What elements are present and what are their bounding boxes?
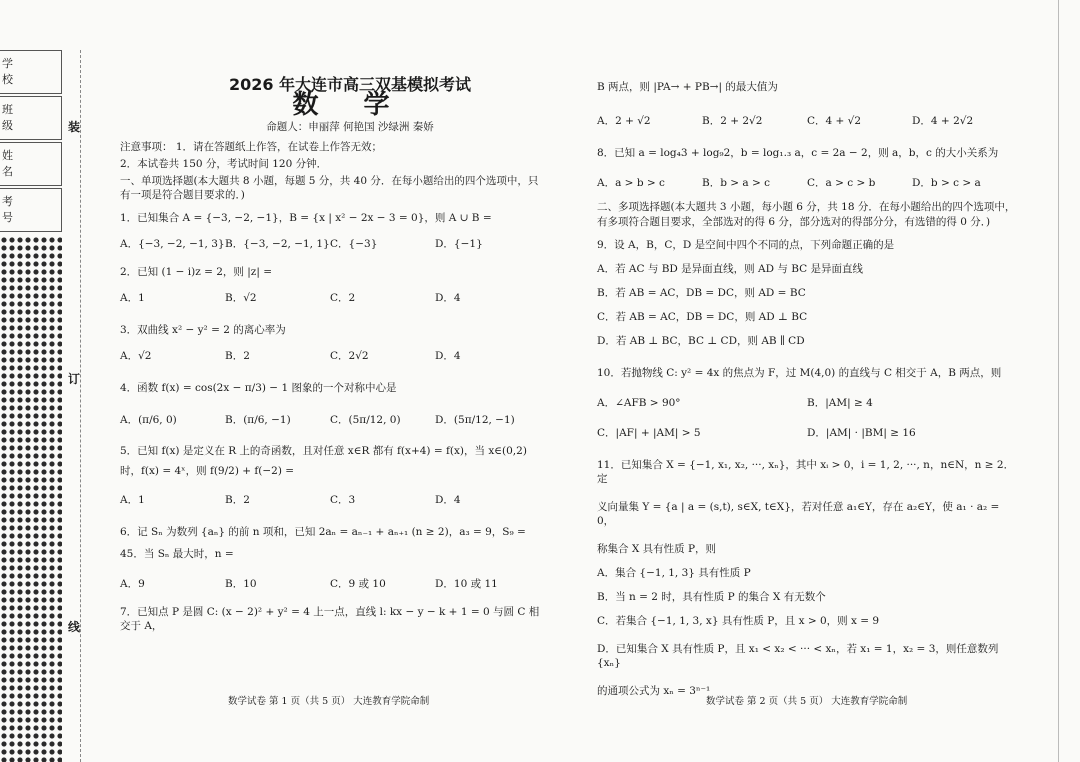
- question-9-option-a: A．若 AC 与 BD 是异面直线，则 AD 与 BC 是异面直线: [597, 263, 863, 275]
- option: D．4 + 2√2: [912, 115, 974, 127]
- info-box-id: [0, 188, 62, 232]
- question-5: 5．已知 f(x) 是定义在 R 上的奇函数，且对任意 x∈R 都有 f(x+4) = f(x)，当 x∈(0,2) 时，f(x) = 4ˣ，则 f(9/2) + f(−2) =: [120, 445, 527, 477]
- notice-2: 2．本试卷共 150 分，考试时间 120 分钟．: [120, 158, 328, 170]
- question-1-options: [120, 237, 540, 251]
- question-2: 2．已知 (1 − i)z = 2，则 |z| =: [120, 266, 272, 278]
- question-3: 3．双曲线 x² − y² = 2 的离心率为: [120, 324, 286, 336]
- question-10-options-cd: [597, 426, 1017, 440]
- question-9-option-d: D．若 AB ⊥ BC，BC ⊥ CD，则 AB ∥ CD: [597, 335, 805, 347]
- question-9: 9．设 A，B，C，D 是空间中四个不同的点，下列命题正确的是: [597, 239, 895, 251]
- option: C．2√2: [330, 350, 369, 362]
- question-6-options: [120, 577, 540, 591]
- option: A．9: [120, 578, 145, 590]
- question-2-options: [120, 291, 540, 305]
- option: A．∠AFB > 90°: [597, 397, 681, 409]
- question-11-option-b: B．当 n = 2 时，具有性质 P 的集合 X 有无数个: [597, 591, 826, 603]
- option: A．1: [120, 494, 145, 506]
- question-11-line: 称集合 X 具有性质 P，则: [597, 543, 717, 555]
- binding-strip: [0, 50, 62, 762]
- question-3-options: [120, 349, 540, 363]
- binding-mark: 装: [68, 120, 81, 134]
- question-11-option-d: D．已知集合 X 具有性质 P，且 x₁ < x₂ < ··· < xₙ，若 x₁ = 1，x₂ = 3，则任意数列 {xₙ}: [597, 643, 999, 669]
- option: B．{−3, −2, −1, 1}: [225, 238, 330, 250]
- info-label: 考 号: [2, 195, 31, 224]
- question-8-options: [597, 176, 1017, 190]
- question-11-line: 11．已知集合 X = {−1, x₁, x₂, ···, xₙ}，其中 xᵢ > 0，i = 1, 2, ···, n，n∈N，n ≥ 2．定: [597, 459, 1015, 485]
- option: A．2 + √2: [597, 115, 651, 127]
- question-10-options-ab: [597, 396, 1017, 410]
- option: C．{−3}: [330, 238, 378, 250]
- option: B．|AM| ≥ 4: [807, 397, 873, 409]
- info-box-school: [0, 50, 62, 94]
- question-11-option-c: C．若集合 {−1, 1, 3, x} 具有性质 P，且 x > 0，则 x = 9: [597, 615, 880, 627]
- option: B．10: [225, 578, 257, 590]
- question-4-options: [120, 413, 540, 427]
- section-2-heading: 二、多项选择题(本大题共 3 小题，每小题 6 分，共 18 分．在每小题给出的四个选项中，有多项符合题目要求，全部选对的得 6 分，部分选对的得部分分，有选错的得 0 分．): [597, 201, 1016, 228]
- subject-title: 数 学: [292, 90, 408, 120]
- binding-mark: 订: [68, 372, 81, 386]
- question-9-option-c: C．若 AB = AC，DB = DC，则 AD ⊥ BC: [597, 311, 808, 323]
- info-label: 学 校: [2, 57, 31, 86]
- option: C．9 或 10: [330, 578, 386, 590]
- option: D．b > c > a: [912, 177, 981, 189]
- option: D．{−1}: [435, 238, 483, 250]
- question-7-continued: B 两点，则 |PA→ + PB→| 的最大值为: [597, 81, 778, 93]
- binding-line: [80, 50, 81, 762]
- page-2-column: [597, 74, 1017, 698]
- option: B．2 + 2√2: [702, 115, 763, 127]
- question-1: 1．已知集合 A = {−3, −2, −1}，B = {x | x² − 2x − 3 = 0}，则 A ∪ B =: [120, 212, 492, 224]
- question-10: 10．若抛物线 C: y² = 4x 的焦点为 F，过 M(4,0) 的直线与 C 相交于 A，B 两点，则: [597, 367, 1002, 379]
- question-11-line: 义向量集 Y = {a | a = (s,t), s∈X, t∈X}，若对任意 a₁∈Y，存在 a₂∈Y，使 a₁ · a₂ = 0，: [597, 501, 1000, 527]
- question-5-options: [120, 493, 540, 507]
- option: C．|AF| + |AM| > 5: [597, 427, 701, 439]
- info-box-name: [0, 142, 62, 186]
- question-11-line: 的通项公式为 xₙ = 3ⁿ⁻¹: [597, 685, 711, 697]
- exam-title: 2026 年大连市高三双基模拟考试: [228, 75, 472, 94]
- binding-mark: 线: [68, 620, 81, 634]
- info-box-class: [0, 96, 62, 140]
- info-label: 班 级: [2, 103, 31, 132]
- option: C．a > c > b: [807, 177, 876, 189]
- option: D．10 或 11: [435, 578, 498, 590]
- option: C．2: [330, 292, 356, 304]
- question-6: 6．记 Sₙ 为数列 {aₙ} 的前 n 项和，已知 2aₙ = aₙ₋₁ + aₙ₊₁ (n ≥ 2)，a₃ = 9，S₉ = 45．当 Sₙ 最大时，n =: [120, 526, 526, 560]
- question-7: 7．已知点 P 是圆 C: (x − 2)² + y² = 4 上一点，直线 l: kx − y − k + 1 = 0 与圆 C 相交于 A，: [120, 606, 540, 632]
- option: B．2: [225, 494, 250, 506]
- notice-1: 注意事项： 1．请在答题纸上作答，在试卷上作答无效；: [120, 141, 383, 153]
- question-7-options: [597, 114, 1017, 128]
- option: D．4: [435, 292, 461, 304]
- option: A．{−3, −2, −1, 3}: [120, 238, 225, 250]
- option: B．√2: [225, 292, 257, 304]
- section-1-heading: 一、单项选择题(本大题共 8 小题，每题 5 分，共 40 分．在每小题给出的四个选项中，只有一项是符合题目要求的．): [120, 175, 539, 201]
- page-2-footer: 数学试卷 第 2 页（共 5 页） 大连教育学院命制: [706, 696, 908, 707]
- question-9-option-b: B．若 AB = AC，DB = DC，则 AD = BC: [597, 287, 806, 299]
- option: A．1: [120, 292, 145, 304]
- option: C．3: [330, 494, 356, 506]
- option: D．4: [435, 350, 461, 362]
- option: D．|AM| · |BM| ≥ 16: [807, 427, 916, 439]
- option: B．(π/6, −1): [225, 414, 291, 426]
- binding-pattern: [0, 236, 62, 762]
- question-11-option-a: A．集合 {−1, 1, 3} 具有性质 P: [597, 567, 751, 579]
- option: C．4 + √2: [807, 115, 862, 127]
- option: C．(5π/12, 0): [330, 414, 401, 426]
- option: D．(5π/12, −1): [435, 414, 515, 426]
- page-1-footer: 数学试卷 第 1 页（共 5 页） 大连教育学院命制: [228, 696, 430, 707]
- page-edge: [1058, 0, 1059, 762]
- option: D．4: [435, 494, 461, 506]
- option: A．√2: [120, 350, 152, 362]
- option: B．b > a > c: [702, 177, 771, 189]
- question-4: 4．函数 f(x) = cos(2x − π/3) − 1 图象的一个对称中心是: [120, 382, 397, 394]
- page-1-column: [120, 74, 540, 633]
- option: A．a > b > c: [597, 177, 665, 189]
- option: A．(π/6, 0): [120, 414, 177, 426]
- option: B．2: [225, 350, 250, 362]
- info-label: 姓 名: [2, 149, 31, 178]
- authors-line: 命题人：申丽萍 何艳国 沙绿洲 秦娇: [266, 121, 434, 133]
- question-8: 8．已知 a = log₄3 + log₉2，b = log₁.₃ a，c = 2a − 2，则 a，b，c 的大小关系为: [597, 147, 999, 159]
